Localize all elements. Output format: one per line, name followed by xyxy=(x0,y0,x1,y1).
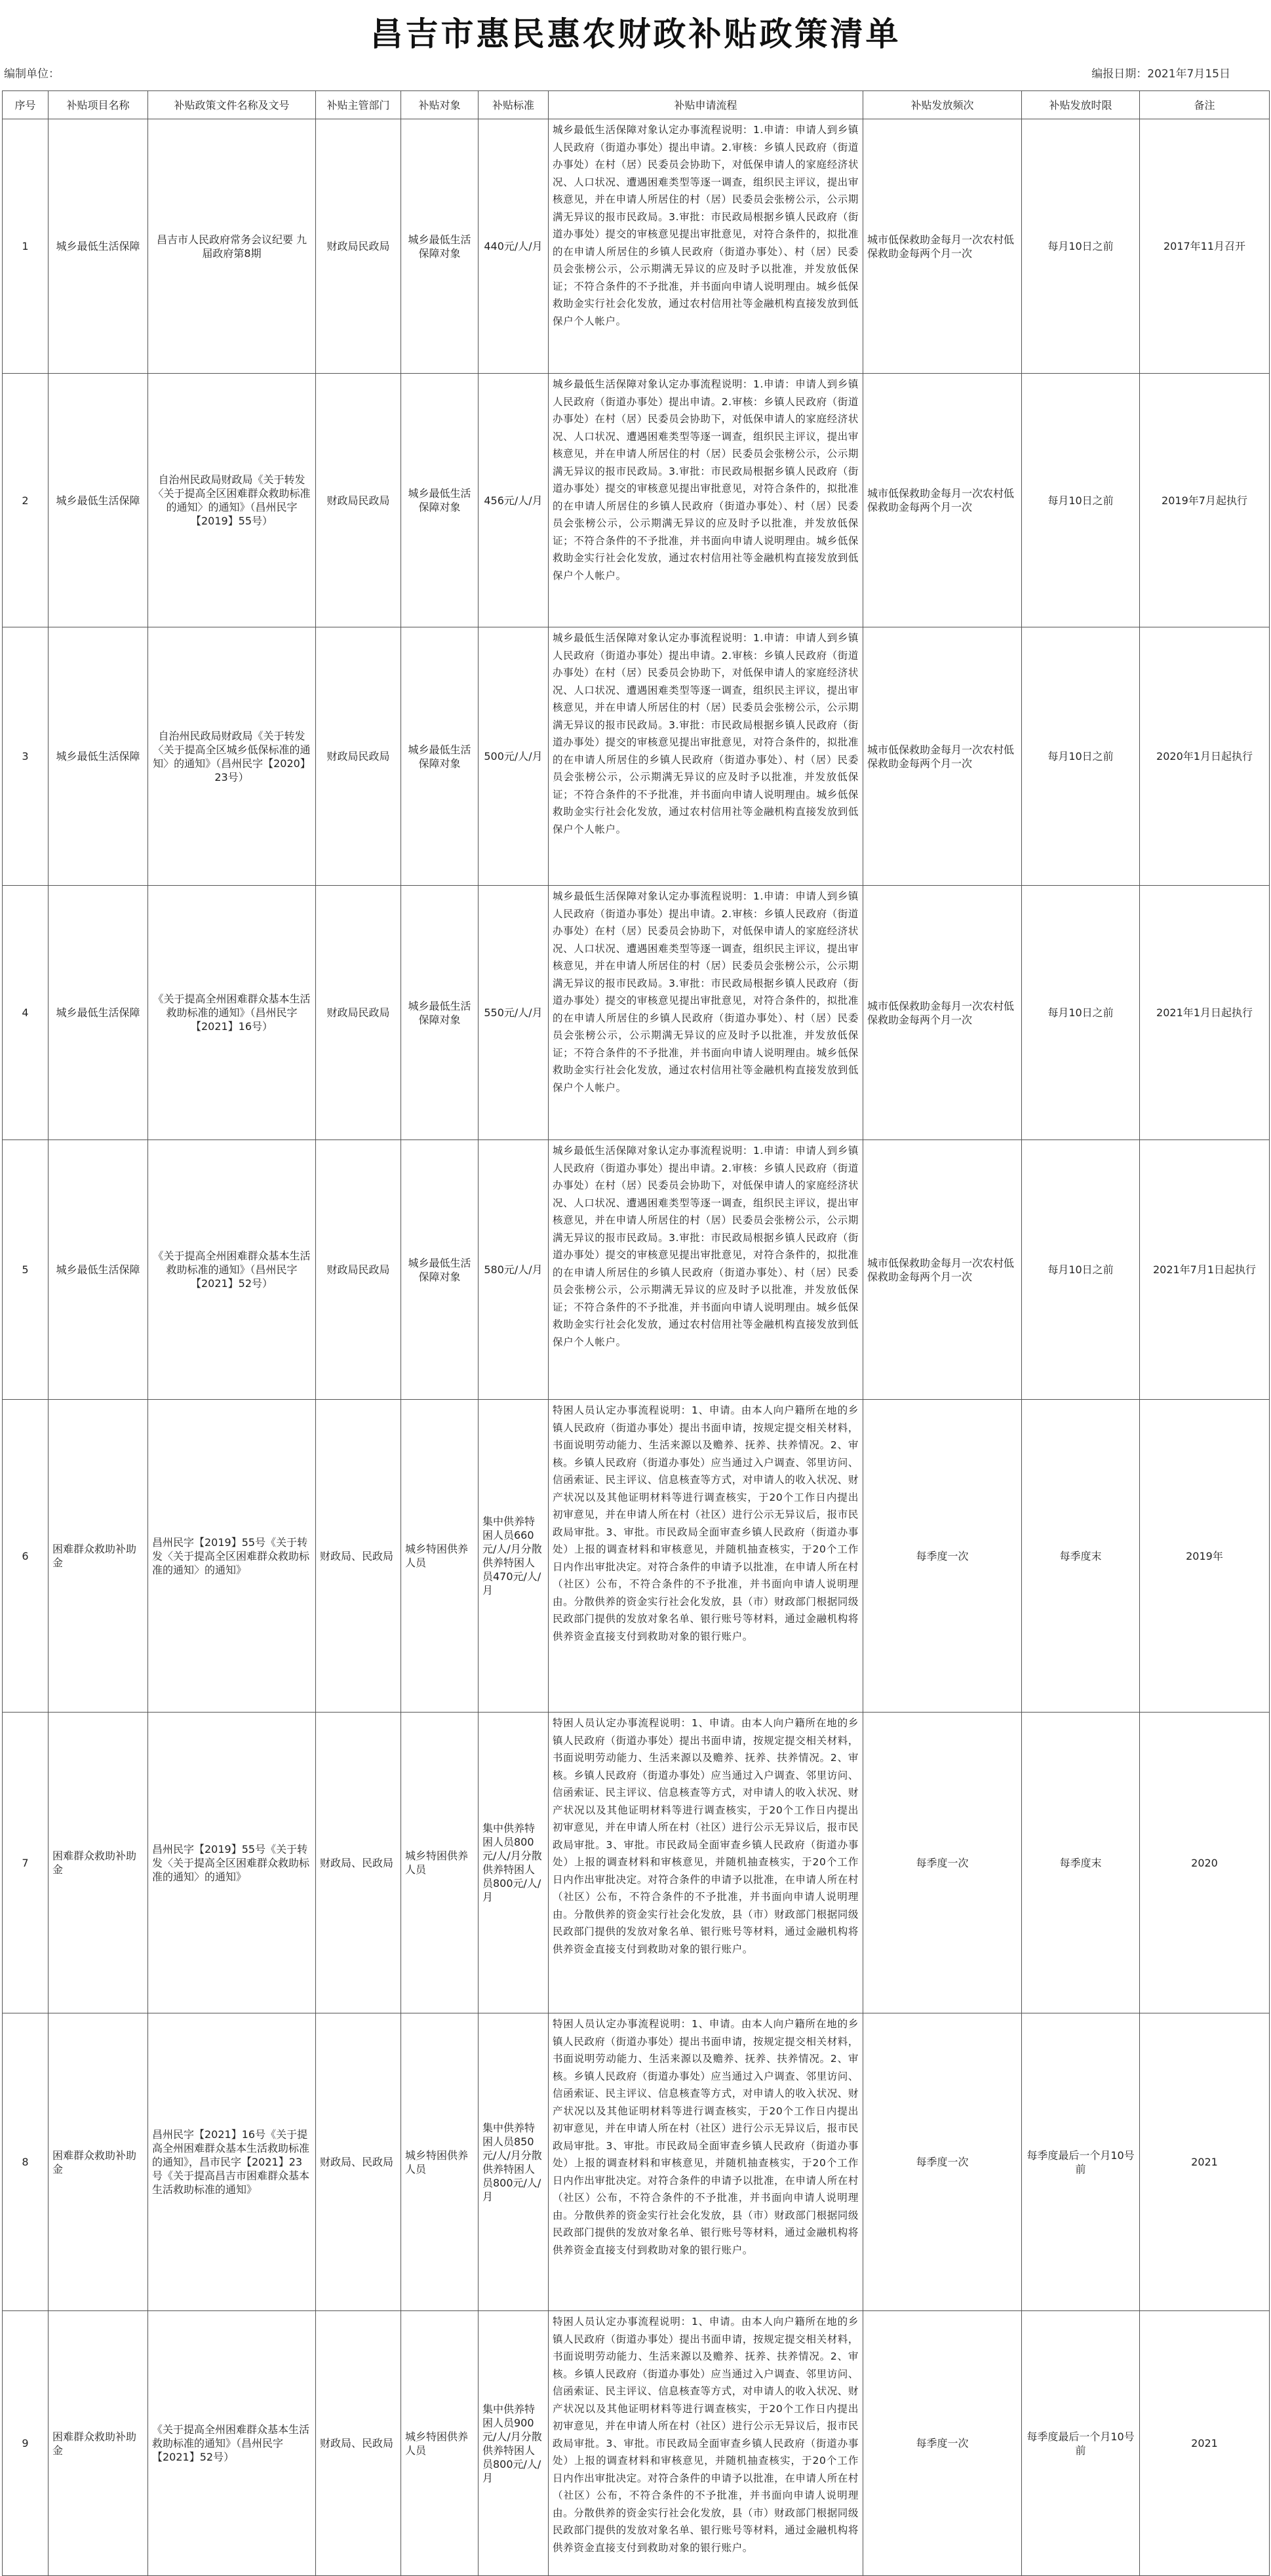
page-title: 昌吉市惠民惠农财政补贴政策清单 xyxy=(370,14,901,53)
department: 财政局民政局 xyxy=(316,374,401,627)
application-flow: 特困人员认定办事流程说明：1、申请。由本人向户籍所在地的乡镇人民政府（街道办事处）提出书面申请，按规定提交相关材料，书面说明劳动能力、生活来源以及赡养、抚养、扶养情况。2、审核。乡镇人民政府（街道办事处）应当通过入户调查、邻里访问、信函索证、民主评议、信息核查等方式，对申请人的收入状况、财产状况以及其他证明材料等进行调查核实，于20个工作日内提出初审意见，并在申请人所在村（社区）进行公示无异议后，报市民政局审批。3、审批。市民政局全面审查乡镇人民政府（街道办事处）上报的调查材料和审核意见，并随机抽查核实，于20个工作日内作出审批决定。对符合条件的申请予以批准，在申请人所在村（社区）公布，不符合条件的不予批准，并书面向申请人说明理由。分散供养的资金实行社会化发放，县（市）财政部门根据同级民政部门提供的发放对象名单、银行账号等材料，通过金融机构将供养资金直接支付到救助对象的银行账户。 xyxy=(549,1400,863,1713)
application-flow: 城乡最低生活保障对象认定办事流程说明：1.申请：申请人到乡镇人民政府（街道办事处）提出申请。2.审核：乡镇人民政府（街道办事处）在村（居）民委员会协助下，对低保申请人的家庭经济状况、人口状况、遭遇困难类型等逐一调查，组织民主评议，提出审核意见，并在申请人所居住的村（居）民委员会张榜公示，公示期满无异议的报市民政局。3.审批：市民政局根据乡镇人民政府（街道办事处）提交的审核意见提出审批意见，对符合条件的，拟批准的在申请人所居住的乡镇人民政府（街道办事处）、村（居）民委员会张榜公示，公示期满无异议的应及时予以批准，并发放低保证；不符合条件的不予批准，并书面向申请人说明理由。城乡低保救助金实行社会化发放，通过农村信用社等金融机构直接发放到低保户个人帐户。 xyxy=(549,374,863,627)
header-cell: 补贴申请流程 xyxy=(549,91,863,119)
policy-document: 《关于提高全州困难群众基本生活救助标准的通知》（昌州民字【2021】52号） xyxy=(148,1140,316,1400)
application-flow: 特困人员认定办事流程说明：1、申请。由本人向户籍所在地的乡镇人民政府（街道办事处）提出书面申请，按规定提交相关材料，书面说明劳动能力、生活来源以及赡养、抚养、扶养情况。2、审核。乡镇人民政府（街道办事处）应当通过入户调查、邻里访问、信函索证、民主评议、信息核查等方式，对申请人的收入状况、财产状况以及其他证明材料等进行调查核实，于20个工作日内提出初审意见，并在申请人所在村（社区）进行公示无异议后，报市民政局审批。3、审批。市民政局全面审查乡镇人民政府（街道办事处）上报的调查材料和审核意见，并随机抽查核实，于20个工作日内作出审批决定。对符合条件的申请予以批准，在申请人所在村（社区）公布，不符合条件的不予批准，并书面向申请人说明理由。分散供养的资金实行社会化发放，县（市）财政部门根据同级民政部门提供的发放对象名单、银行账号等材料，通过金融机构将供养资金直接支付到救助对象的银行账户。 xyxy=(549,1713,863,2013)
payment-frequency: 每季度一次 xyxy=(863,2311,1022,2576)
payment-frequency: 每季度一次 xyxy=(863,1713,1022,2013)
subsidy-standard: 550元/人/月 xyxy=(479,886,549,1140)
table-row xyxy=(3,119,1270,374)
department: 财政局民政局 xyxy=(316,1140,401,1400)
remark: 2021年7月1日起执行 xyxy=(1140,1140,1270,1400)
table-row xyxy=(3,2013,1270,2311)
payment-deadline: 每月10日之前 xyxy=(1022,627,1140,886)
row-number: 6 xyxy=(3,1400,49,1713)
subsidy-policy-table xyxy=(2,90,1270,2576)
subsidy-target: 城乡最低生活保障对象 xyxy=(401,374,479,627)
remark: 2020年1月日起执行 xyxy=(1140,627,1270,886)
policy-document: 昌州民字【2019】55号《关于转发〈关于提高全区困难群众救助标准的通知〉的通知》 xyxy=(148,1713,316,2013)
table-row xyxy=(3,1713,1270,2013)
policy-document: 《关于提高全州困难群众基本生活救助标准的通知》（昌州民字【2021】52号） xyxy=(148,2311,316,2576)
subsidy-target: 城乡最低生活保障对象 xyxy=(401,1140,479,1400)
policy-document: 昌州民字【2021】16号《关于提高全州困难群众基本生活救助标准的通知》，昌市民字【2021】23号《关于提高昌吉市困难群众基本生活救助标准的通知》 xyxy=(148,2013,316,2311)
subsidy-standard: 集中供养特困人员900元/人/月分散供养特困人员800元/人/月 xyxy=(479,2311,549,2576)
remark: 2020 xyxy=(1140,1713,1270,2013)
payment-deadline: 每月10日之前 xyxy=(1022,886,1140,1140)
subsidy-name: 困难群众救助补助金 xyxy=(49,1713,148,2013)
payment-deadline: 每季度最后一个月10号前 xyxy=(1022,2311,1140,2576)
header-cell: 补贴对象 xyxy=(401,91,479,119)
application-flow: 城乡最低生活保障对象认定办事流程说明：1.申请：申请人到乡镇人民政府（街道办事处）提出申请。2.审核：乡镇人民政府（街道办事处）在村（居）民委员会协助下，对低保申请人的家庭经济状况、人口状况、遭遇困难类型等逐一调查，组织民主评议，提出审核意见，并在申请人所居住的村（居）民委员会张榜公示，公示期满无异议的报市民政局。3.审批：市民政局根据乡镇人民政府（街道办事处）提交的审核意见提出审批意见，对符合条件的，拟批准的在申请人所居住的乡镇人民政府（街道办事处）、村（居）民委员会张榜公示，公示期满无异议的应及时予以批准，并发放低保证；不符合条件的不予批准，并书面向申请人说明理由。城乡低保救助金实行社会化发放，通过农村信用社等金融机构直接发放到低保户个人帐户。 xyxy=(549,627,863,886)
row-number: 1 xyxy=(3,119,49,374)
header-cell: 序号 xyxy=(3,91,49,119)
policy-document: 昌吉市人民政府常务会议纪要 九届政府第8期 xyxy=(148,119,316,374)
row-number: 5 xyxy=(3,1140,49,1400)
report-date: 编报日期：2021年7月15日 xyxy=(1091,68,1230,81)
policy-document: 自治州民政局财政局《关于转发〈关于提高全区困难群众救助标准的通知〉的通知》（昌州民字【2019】55号） xyxy=(148,374,316,627)
table-row xyxy=(3,886,1270,1140)
header-cell: 补贴项目名称 xyxy=(49,91,148,119)
subsidy-name: 城乡最低生活保障 xyxy=(49,374,148,627)
header-cell: 补贴发放频次 xyxy=(863,91,1022,119)
payment-deadline: 每月10日之前 xyxy=(1022,1140,1140,1400)
header-cell: 补贴主管部门 xyxy=(316,91,401,119)
subsidy-target: 城乡特困供养人员 xyxy=(401,2311,479,2576)
remark: 2017年11月召开 xyxy=(1140,119,1270,374)
row-number: 7 xyxy=(3,1713,49,2013)
subsidy-standard: 集中供养特困人员800元/人/月分散供养特困人员800元/人/月 xyxy=(479,1713,549,2013)
remark: 2021 xyxy=(1140,2311,1270,2576)
payment-frequency: 城市低保救助金每月一次农村低保救助金每两个月一次 xyxy=(863,374,1022,627)
remark: 2021 xyxy=(1140,2013,1270,2311)
subsidy-name: 城乡最低生活保障 xyxy=(49,886,148,1140)
department: 财政局、民政局 xyxy=(316,1713,401,2013)
application-flow: 城乡最低生活保障对象认定办事流程说明：1.申请：申请人到乡镇人民政府（街道办事处）提出申请。2.审核：乡镇人民政府（街道办事处）在村（居）民委员会协助下，对低保申请人的家庭经济状况、人口状况、遭遇困难类型等逐一调查，组织民主评议，提出审核意见，并在申请人所居住的村（居）民委员会张榜公示，公示期满无异议的报市民政局。3.审批：市民政局根据乡镇人民政府（街道办事处）提交的审核意见提出审批意见，对符合条件的，拟批准的在申请人所居住的乡镇人民政府（街道办事处）、村（居）民委员会张榜公示，公示期满无异议的应及时予以批准，并发放低保证；不符合条件的不予批准，并书面向申请人说明理由。城乡低保救助金实行社会化发放，通过农村信用社等金融机构直接发放到低保户个人帐户。 xyxy=(549,886,863,1140)
subsidy-name: 困难群众救助补助金 xyxy=(49,2311,148,2576)
payment-frequency: 城市低保救助金每月一次农村低保救助金每两个月一次 xyxy=(863,627,1022,886)
application-flow: 特困人员认定办事流程说明：1、申请。由本人向户籍所在地的乡镇人民政府（街道办事处）提出书面申请，按规定提交相关材料，书面说明劳动能力、生活来源以及赡养、抚养、扶养情况。2、审核。乡镇人民政府（街道办事处）应当通过入户调查、邻里访问、信函索证、民主评议、信息核查等方式，对申请人的收入状况、财产状况以及其他证明材料等进行调查核实，于20个工作日内提出初审意见，并在申请人所在村（社区）进行公示无异议后，报市民政局审批。3、审批。市民政局全面审查乡镇人民政府（街道办事处）上报的调查材料和审核意见，并随机抽查核实，于20个工作日内作出审批决定。对符合条件的申请予以批准，在申请人所在村（社区）公布，不符合条件的不予批准，并书面向申请人说明理由。分散供养的资金实行社会化发放，县（市）财政部门根据同级民政部门提供的发放对象名单、银行账号等材料，通过金融机构将供养资金直接支付到救助对象的银行账户。 xyxy=(549,2013,863,2311)
table-row xyxy=(3,627,1270,886)
subsidy-target: 城乡最低生活保障对象 xyxy=(401,119,479,374)
payment-deadline: 每月10日之前 xyxy=(1022,119,1140,374)
policy-document: 《关于提高全州困难群众基本生活救助标准的通知》（昌州民字【2021】16号） xyxy=(148,886,316,1140)
department: 财政局民政局 xyxy=(316,119,401,374)
remark: 2021年1月日起执行 xyxy=(1140,886,1270,1140)
subsidy-name: 困难群众救助补助金 xyxy=(49,1400,148,1713)
table-row xyxy=(3,374,1270,627)
subsidy-name: 困难群众救助补助金 xyxy=(49,2013,148,2311)
payment-deadline: 每季度最后一个月10号前 xyxy=(1022,2013,1140,2311)
subsidy-target: 城乡最低生活保障对象 xyxy=(401,627,479,886)
header-cell: 补贴标准 xyxy=(479,91,549,119)
compiling-unit-label: 编制单位： xyxy=(4,68,60,81)
subsidy-name: 城乡最低生活保障 xyxy=(49,1140,148,1400)
header-cell: 补贴发放时限 xyxy=(1022,91,1140,119)
subsidy-standard: 580元/人/月 xyxy=(479,1140,549,1400)
application-flow: 城乡最低生活保障对象认定办事流程说明：1.申请：申请人到乡镇人民政府（街道办事处）提出申请。2.审核：乡镇人民政府（街道办事处）在村（居）民委员会协助下，对低保申请人的家庭经济状况、人口状况、遭遇困难类型等逐一调查，组织民主评议，提出审核意见，并在申请人所居住的村（居）民委员会张榜公示，公示期满无异议的报市民政局。3.审批：市民政局根据乡镇人民政府（街道办事处）提交的审核意见提出审批意见，对符合条件的，拟批准的在申请人所居住的乡镇人民政府（街道办事处）、村（居）民委员会张榜公示，公示期满无异议的应及时予以批准，并发放低保证；不符合条件的不予批准，并书面向申请人说明理由。城乡低保救助金实行社会化发放，通过农村信用社等金融机构直接发放到低保户个人帐户。 xyxy=(549,1140,863,1400)
policy-document: 自治州民政局财政局《关于转发〈关于提高全区城乡低保标准的通知〉的通知》（昌州民字【2020】23号） xyxy=(148,627,316,886)
subsidy-target: 城乡特困供养人员 xyxy=(401,2013,479,2311)
payment-deadline: 每季度末 xyxy=(1022,1400,1140,1713)
table-row xyxy=(3,2311,1270,2576)
remark: 2019年7月起执行 xyxy=(1140,374,1270,627)
payment-deadline: 每月10日之前 xyxy=(1022,374,1140,627)
row-number: 2 xyxy=(3,374,49,627)
application-flow: 城乡最低生活保障对象认定办事流程说明：1.申请：申请人到乡镇人民政府（街道办事处）提出申请。2.审核：乡镇人民政府（街道办事处）在村（居）民委员会协助下，对低保申请人的家庭经济状况、人口状况、遭遇困难类型等逐一调查，组织民主评议，提出审核意见，并在申请人所居住的村（居）民委员会张榜公示，公示期满无异议的报市民政局。3.审批：市民政局根据乡镇人民政府（街道办事处）提交的审核意见提出审批意见，对符合条件的，拟批准的在申请人所居住的乡镇人民政府（街道办事处）、村（居）民委员会张榜公示，公示期满无异议的应及时予以批准，并发放低保证；不符合条件的不予批准，并书面向申请人说明理由。城乡低保救助金实行社会化发放，通过农村信用社等金融机构直接发放到低保户个人帐户。 xyxy=(549,119,863,374)
department: 财政局民政局 xyxy=(316,627,401,886)
policy-document: 昌州民字【2019】55号《关于转发〈关于提高全区困难群众救助标准的通知〉的通知》 xyxy=(148,1400,316,1713)
row-number: 3 xyxy=(3,627,49,886)
subsidy-standard: 500元/人/月 xyxy=(479,627,549,886)
header-cell: 补贴政策文件名称及文号 xyxy=(148,91,316,119)
subsidy-name: 城乡最低生活保障 xyxy=(49,119,148,374)
department: 财政局民政局 xyxy=(316,886,401,1140)
payment-deadline: 每季度末 xyxy=(1022,1713,1140,2013)
subsidy-target: 城乡特困供养人员 xyxy=(401,1713,479,2013)
subsidy-standard: 集中供养特困人员660元/人/月分散供养特困人员470元/人/月 xyxy=(479,1400,549,1713)
subsidy-target: 城乡最低生活保障对象 xyxy=(401,886,479,1140)
subsidy-target: 城乡特困供养人员 xyxy=(401,1400,479,1713)
row-number: 4 xyxy=(3,886,49,1140)
department: 财政局、民政局 xyxy=(316,1400,401,1713)
row-number: 9 xyxy=(3,2311,49,2576)
row-number: 8 xyxy=(3,2013,49,2311)
payment-frequency: 每季度一次 xyxy=(863,1400,1022,1713)
table-row xyxy=(3,1400,1270,1713)
subsidy-standard: 440元/人/月 xyxy=(479,119,549,374)
table-header-row xyxy=(3,91,1270,119)
payment-frequency: 每季度一次 xyxy=(863,2013,1022,2311)
department: 财政局、民政局 xyxy=(316,2013,401,2311)
payment-frequency: 城市低保救助金每月一次农村低保救助金每两个月一次 xyxy=(863,1140,1022,1400)
department: 财政局、民政局 xyxy=(316,2311,401,2576)
payment-frequency: 城市低保救助金每月一次农村低保救助金每两个月一次 xyxy=(863,886,1022,1140)
header-cell: 备注 xyxy=(1140,91,1270,119)
payment-frequency: 城市低保救助金每月一次农村低保救助金每两个月一次 xyxy=(863,119,1022,374)
remark: 2019年 xyxy=(1140,1400,1270,1713)
table-row xyxy=(3,1140,1270,1400)
subsidy-name: 城乡最低生活保障 xyxy=(49,627,148,886)
subsidy-standard: 456元/人/月 xyxy=(479,374,549,627)
subsidy-standard: 集中供养特困人员850元/人/月分散供养特困人员800元/人/月 xyxy=(479,2013,549,2311)
application-flow: 特困人员认定办事流程说明：1、申请。由本人向户籍所在地的乡镇人民政府（街道办事处）提出书面申请，按规定提交相关材料，书面说明劳动能力、生活来源以及赡养、抚养、扶养情况。2、审核。乡镇人民政府（街道办事处）应当通过入户调查、邻里访问、信函索证、民主评议、信息核查等方式，对申请人的收入状况、财产状况以及其他证明材料等进行调查核实，于20个工作日内提出初审意见，并在申请人所在村（社区）进行公示无异议后，报市民政局审批。3、审批。市民政局全面审查乡镇人民政府（街道办事处）上报的调查材料和审核意见，并随机抽查核实，于20个工作日内作出审批决定。对符合条件的申请予以批准，在申请人所在村（社区）公布，不符合条件的不予批准，并书面向申请人说明理由。分散供养的资金实行社会化发放，县（市）财政部门根据同级民政部门提供的发放对象名单、银行账号等材料，通过金融机构将供养资金直接支付到救助对象的银行账户。 xyxy=(549,2311,863,2576)
